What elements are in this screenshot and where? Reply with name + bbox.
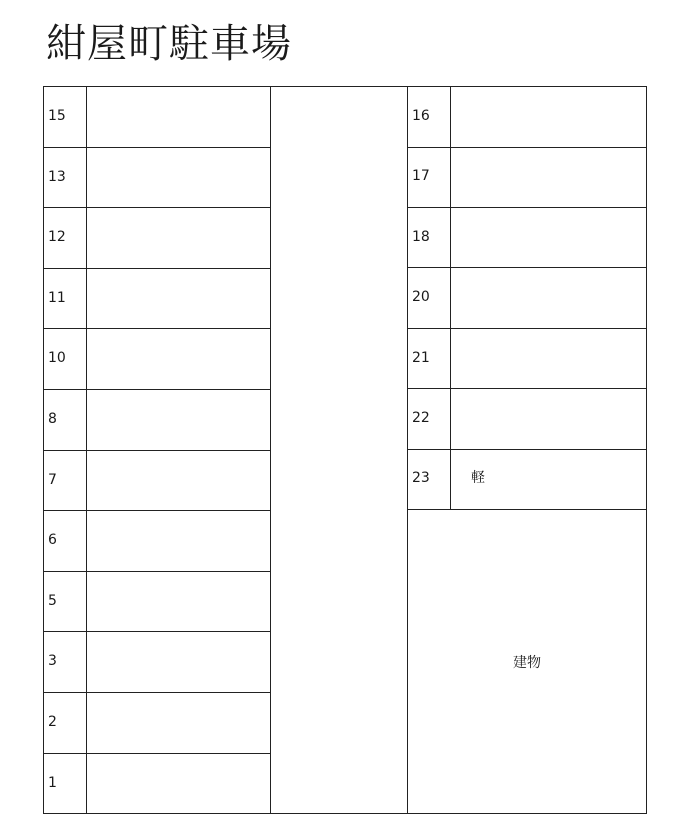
parking-stall	[408, 268, 646, 329]
stall-number-cell	[408, 389, 451, 449]
parking-stall	[44, 693, 270, 754]
stall-number-cell	[44, 87, 87, 147]
stall-number: 3	[48, 653, 57, 670]
stall-number-cell	[44, 269, 87, 329]
stall-number: 17	[412, 168, 430, 185]
driving-aisle	[271, 87, 408, 813]
stall-number-cell	[44, 693, 87, 753]
stall-number-cell	[44, 632, 87, 692]
building-area	[408, 510, 646, 813]
parking-stall	[44, 754, 270, 815]
stall-number: 6	[48, 532, 57, 549]
parking-stall	[44, 329, 270, 390]
stall-number: 5	[48, 592, 57, 609]
parking-stall	[44, 511, 270, 572]
stall-number: 15	[48, 108, 66, 124]
stall-number-cell	[44, 208, 87, 268]
stall-number-cell	[408, 208, 451, 268]
stall-number: 2	[48, 714, 57, 730]
stall-number-cell	[408, 147, 451, 207]
stall-number: 22	[412, 410, 430, 426]
stall-number: 1	[48, 774, 57, 791]
stall-number-cell	[408, 268, 451, 328]
parking-stall	[44, 148, 270, 209]
parking-stall	[408, 147, 646, 208]
stall-number: 20	[412, 289, 430, 306]
building-label: 建物	[513, 655, 541, 671]
stall-number: 16	[412, 108, 430, 124]
parking-stall	[44, 572, 270, 633]
stall-number: 18	[412, 228, 430, 245]
page-title: 紺屋町駐車場	[46, 21, 292, 67]
left-stall-column	[44, 87, 271, 813]
stall-number-cell	[408, 329, 451, 389]
parking-stall	[408, 389, 646, 450]
parking-stall	[408, 449, 646, 510]
stall-number-cell	[408, 87, 451, 147]
parking-lot-map	[43, 86, 647, 814]
stall-number-cell	[44, 572, 87, 632]
stall-number: 13	[48, 168, 66, 185]
stall-number-cell	[44, 148, 87, 208]
parking-stall	[44, 87, 270, 148]
stall-number: 10	[48, 350, 66, 367]
stall-number-cell	[44, 451, 87, 511]
parking-stall	[44, 390, 270, 451]
stall-number: 11	[48, 289, 66, 306]
stall-number: 12	[48, 229, 66, 246]
parking-stall	[44, 451, 270, 512]
stall-number: 21	[412, 349, 430, 366]
parking-stall	[408, 208, 646, 269]
stall-number: 8	[48, 411, 57, 427]
parking-stall	[44, 269, 270, 330]
stall-number: 7	[48, 471, 57, 488]
right-stall-column	[408, 87, 646, 813]
stall-number: 23	[412, 470, 430, 487]
stall-number-cell	[44, 511, 87, 571]
parking-stall	[44, 632, 270, 693]
parking-stall	[408, 329, 646, 390]
stall-number-cell	[44, 754, 87, 815]
parking-stall	[408, 87, 646, 148]
stall-number-cell	[408, 449, 451, 509]
parking-stall	[44, 208, 270, 269]
stall-number-cell	[44, 329, 87, 389]
stall-number-cell	[44, 390, 87, 450]
stall-note: 軽	[471, 470, 485, 487]
